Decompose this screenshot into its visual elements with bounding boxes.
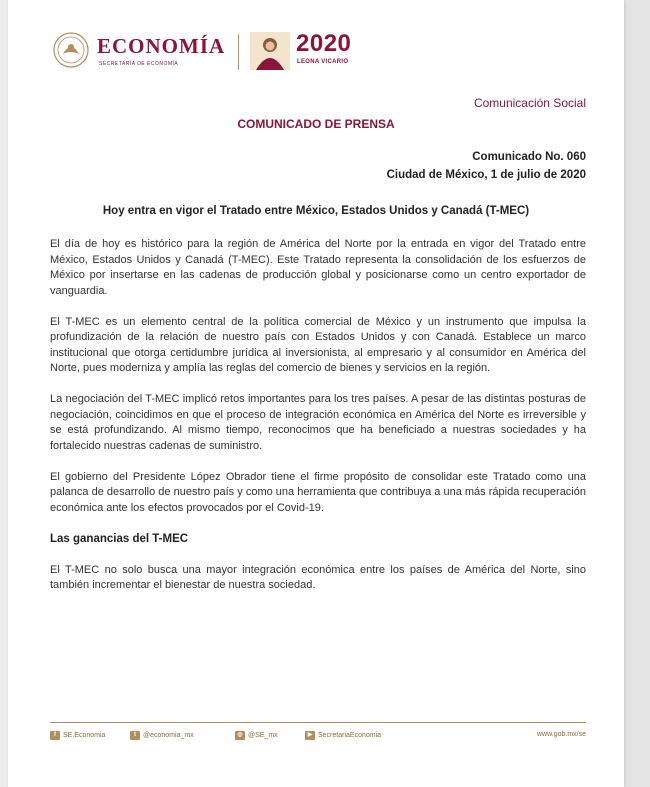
footer bbox=[50, 731, 586, 747]
instagram-icon: ◎ bbox=[235, 731, 245, 740]
national-seal-icon bbox=[53, 32, 89, 68]
department-label: Comunicación Social bbox=[473, 96, 586, 110]
footer-twitter[interactable] bbox=[130, 731, 194, 740]
footer-facebook[interactable] bbox=[50, 731, 105, 740]
instagram-handle: @SE_mx bbox=[248, 732, 278, 739]
footer-instagram[interactable] bbox=[235, 731, 278, 740]
footer-youtube[interactable] bbox=[305, 731, 381, 740]
body-text bbox=[50, 237, 586, 609]
document-meta bbox=[387, 148, 586, 184]
paragraph: El gobierno del Presidente López Obrador tiene el firme propósito de consolidar este Tratado como una palanca de desarrollo de nuestro país y como una herramienta que contribuya a una más rápida recuperación económica ante los efectos provocados por el Covid-19. bbox=[50, 470, 586, 514]
page-edge-shadow bbox=[624, 0, 650, 787]
year-logo: 2020 bbox=[296, 30, 352, 57]
youtube-handle: SecretariaEconomia bbox=[318, 732, 382, 739]
leona-vicario-portrait-icon bbox=[250, 32, 290, 70]
year-subtitle: LEONA VICARIO bbox=[297, 59, 349, 65]
facebook-icon: f bbox=[50, 731, 60, 740]
paragraph: El T-MEC es un elemento central de la política comercial de México y un instrumento que impulsa la profundización de la relación de nuestro país con Estados Unidos y con Canadá. Establece un marco institucional que otorga certidumbre jurídica al inversionista, al empresario y al consumidor en América del Norte, pues moderniza y amplía las reglas del comercio de bienes y servicios en la región. bbox=[50, 315, 586, 374]
twitter-icon: t bbox=[130, 731, 140, 740]
headline: Hoy entra en vigor el Tratado entre México, Estados Unidos y Canadá (T-MEC) bbox=[102, 205, 530, 217]
footer-divider bbox=[50, 722, 586, 723]
footer-website[interactable]: www.gob.mx/se bbox=[536, 731, 586, 738]
letterhead bbox=[53, 30, 373, 76]
twitter-handle: @economia_mx bbox=[143, 732, 194, 739]
document-type: COMUNICADO DE PRENSA bbox=[237, 117, 395, 131]
header-divider bbox=[238, 34, 239, 70]
paragraph: El T-MEC no solo busca una mayor integración económica entre los países de América del Norte, sino también incrementar el bienestar de nuestra sociedad. bbox=[50, 563, 586, 591]
paragraph: El día de hoy es histórico para la región de América del Norte por la entrada en vigor del Tratado entre México, Estados Unidos y Canadá (T-MEC). Este Tratado representa la consolidación de los esfuerzos de México por insertarse en las cadenas de producción global y posicionarse como un centro exportador de vanguardia. bbox=[50, 238, 586, 297]
subheading: Las ganancias del T-MEC bbox=[50, 532, 189, 545]
paragraph: La negociación del T-MEC implicó retos importantes para los tres países. A pesar de las distintas posturas de negociación, coincidimos en que el proceso de integración económica en América del Norte es irreversible y se está profundizando. Al mismo tiempo, reconocimos que ha beneficiado a nuestras sociedades y ha fortalecido nuestras cadenas de suministro. bbox=[50, 393, 586, 452]
brand-subtitle: SECRETARÍA DE ECONOMÍA bbox=[99, 61, 179, 67]
facebook-handle: SE.Economia bbox=[63, 732, 106, 739]
youtube-icon: ▶ bbox=[305, 731, 315, 740]
brand-name: ECONOMÍA bbox=[97, 34, 226, 58]
release-number: Comunicado No. 060 bbox=[472, 151, 586, 163]
place-date: Ciudad de México, 1 de julio de 2020 bbox=[386, 169, 586, 181]
document-page bbox=[8, 0, 624, 787]
